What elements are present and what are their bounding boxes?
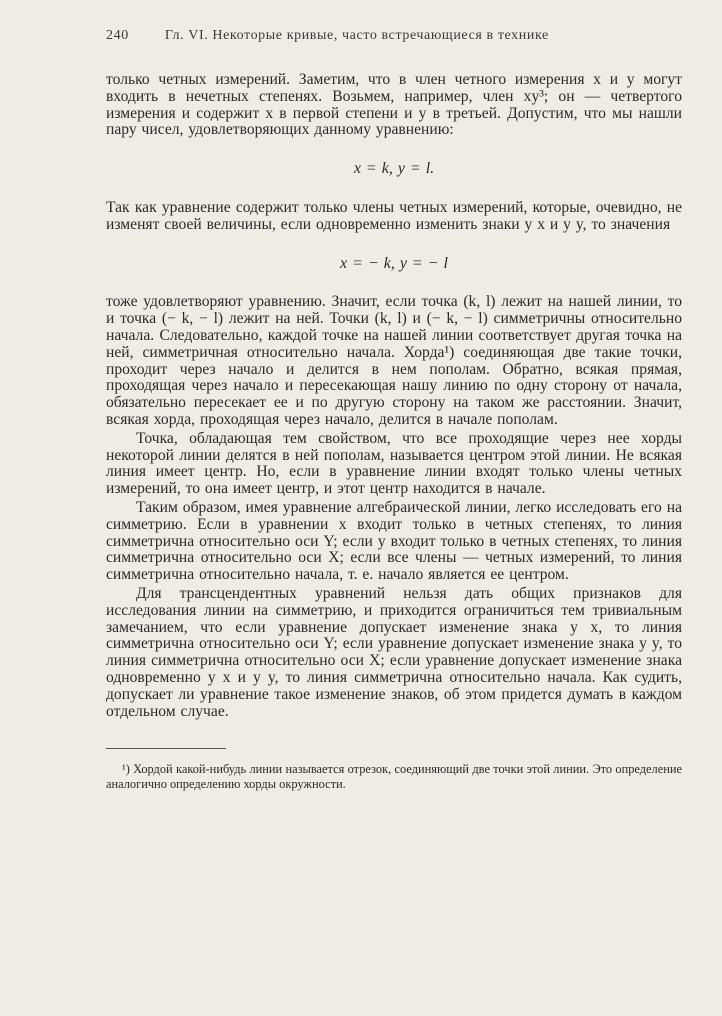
main-text [106,72,682,720]
footnote: ¹) Хордой какой-нибудь линии называется отрезок, соединяющий две точки этой линии. Это определение аналогично определению хорды окружности. [106,761,682,791]
paragraph-3: тоже удовлетворяют уравнению. Значит, если точка (k, l) лежит на нашей линии, то и точка (− k, − l) лежит на ней. Точки (k, l) и (− k, − l) симметричны относительно начала. Следовательно, каждой точке на нашей линии соответствует другая точка на ней, симметричная относительно начала. Хорда¹) соединяющая две такие точки, проходит через начало и делится в нем пополам. Обратно, всякая прямая, проходящая через начало и пересекающая нашу линию по одну сторону от начала, обязательно пересекает ее и по другую сторону на таком же расстоянии. Значит, всякая хорда, проходящая через начало, делится в начале пополам. [106,293,682,428]
formula-1: x = k, y = l. [353,160,435,178]
running-title: Гл. VI. Некоторые кривые, часто встречающиеся в технике [164,28,549,43]
formula-2: x = − k, y = − l [340,254,448,272]
paragraph-2: Так как уравнение содержит только члены четных измерений, которые, очевидно, не изменят своей величины, если одновременно изменить знаки у x и у y, то значения [106,198,682,233]
paragraph-6: Для трансцендентных уравнений нельзя дать общих признаков для исследования линии на симметрию, и приходится ограничиться тем тривиальным замечанием, что если уравнение допускает изменение знака у x, то линия симметрична относительно оси Y; если уравнение допускает изменение знака у y, то линия симметрична относительно оси X; если уравнение допускает изменение знака одновременно у x и у y, то линия симметрична относительно начала. Как судить, допускает ли уравнение такое изменение знаков, об этом придется думать в каждом отдельном случае. [106,584,682,720]
footnote-divider [106,748,226,749]
paragraph-4: Точка, обладающая тем свойством, что все проходящие через нее хорды некоторой линии делятся в ней пополам, называется центром этой линии. Не всякая линия имеет центр. Но, если в уравнение линии входят только члены четных измерений, то она имеет центр, и этот центр находится в начале. [106,429,682,498]
paragraph-1: только четных измерений. Заметим, что в член четного измерения x и y могут входить в нечетных степенях. Возьмем, например, член xy³; он — четвертого измерения и содержит x в первой степени и y в третьей. Допустим, что мы нашли пару чисел, удовлетворяющих данному уравнению: [106,71,682,139]
page-number: 240 [106,28,129,43]
page-header [106,28,682,44]
paragraph-5: Таким образом, имея уравнение алгебраической линии, легко исследовать его на симметрию. Если в уравнении x входит только в четных степенях, то линия симметрична относительно оси Y; если y входит только в четных степенях, то линия симметрична относительно оси X; если все члены — четных измерений, то линия симметрична относительно начала, т. е. начало является ее центром. [106,498,682,584]
